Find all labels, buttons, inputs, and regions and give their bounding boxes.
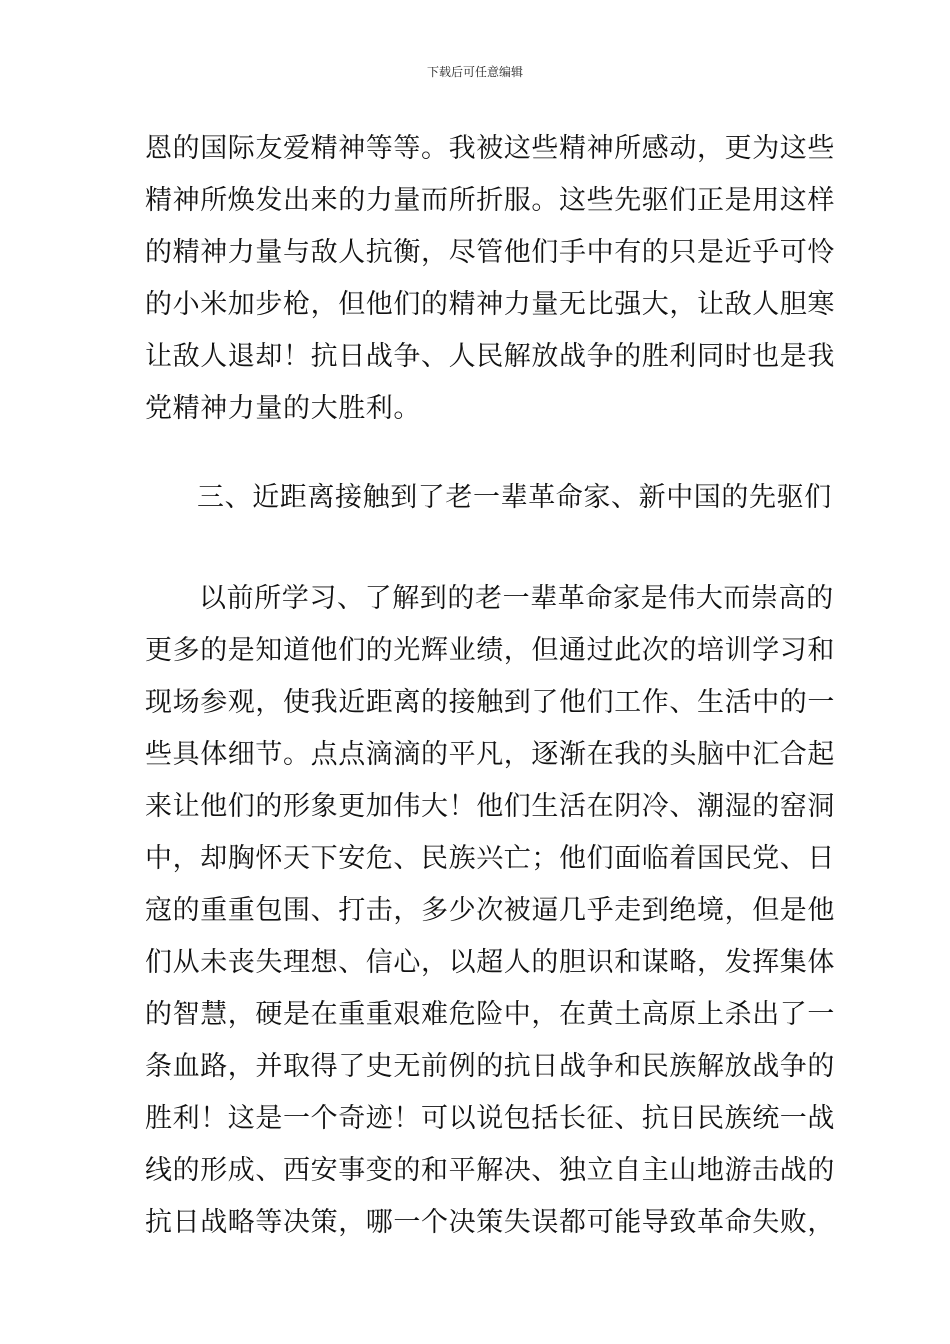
paragraph-2-line: 胜利！这是一个奇迹！可以说包括长征、抗日民族统一战 (145, 1103, 835, 1134)
paragraph-2-line: 条血路，并取得了史无前例的抗日战争和民族解放战争的 (145, 1051, 835, 1082)
paragraph-1-line: 党精神力量的大胜利。 (145, 393, 421, 424)
paragraph-2-line: 寇的重重包围、打击，多少次被逼几乎走到绝境，但是他 (145, 895, 835, 926)
paragraph-2-line: 抗日战略等决策，哪一个决策失误都可能导致革命失败， (145, 1207, 835, 1238)
paragraph-1-line: 精神所焕发出来的力量而所折服。这些先驱们正是用这样 (145, 185, 835, 216)
paragraph-2-line: 更多的是知道他们的光辉业绩，但通过此次的培训学习和 (145, 635, 835, 666)
paragraph-2-line: 中，却胸怀天下安危、民族兴亡；他们面临着国民党、日 (145, 843, 835, 874)
paragraph-2-line: 线的形成、西安事变的和平解决、独立自主山地游击战的 (145, 1155, 835, 1186)
paragraph-1-line: 的小米加步枪，但他们的精神力量无比强大，让敌人胆寒 (145, 289, 835, 320)
section-heading: 三、近距离接触到了老一辈革命家、新中国的先驱们 (197, 482, 832, 513)
paragraph-2-line: 来让他们的形象更加伟大！他们生活在阴冷、潮湿的窑洞 (145, 791, 835, 822)
paragraph-2 (145, 573, 835, 1249)
paragraph-1-line: 让敌人退却！抗日战争、人民解放战争的胜利同时也是我 (145, 341, 835, 372)
paragraph-2-line: 些具体细节。点点滴滴的平凡，逐渐在我的头脑中汇合起 (145, 739, 835, 770)
paragraph-2-line: 以前所学习、了解到的老一辈革命家是伟大而崇高的 (199, 583, 834, 614)
paragraph-2-line: 的智慧，硬是在重重艰难危险中，在黄土高原上杀出了一 (145, 999, 835, 1030)
paragraph-1 (145, 123, 835, 435)
paragraph-2-line: 现场参观，使我近距离的接触到了他们工作、生活中的一 (145, 687, 835, 718)
paragraph-2-line: 们从未丧失理想、信心，以超人的胆识和谋略，发挥集体 (145, 947, 835, 978)
paragraph-1-line: 的精神力量与敌人抗衡，尽管他们手中有的只是近乎可怜 (145, 237, 835, 268)
page-header-note: 下载后可任意编辑 (426, 65, 523, 79)
paragraph-1-line: 恩的国际友爱精神等等。我被这些精神所感动，更为这些 (145, 133, 835, 164)
